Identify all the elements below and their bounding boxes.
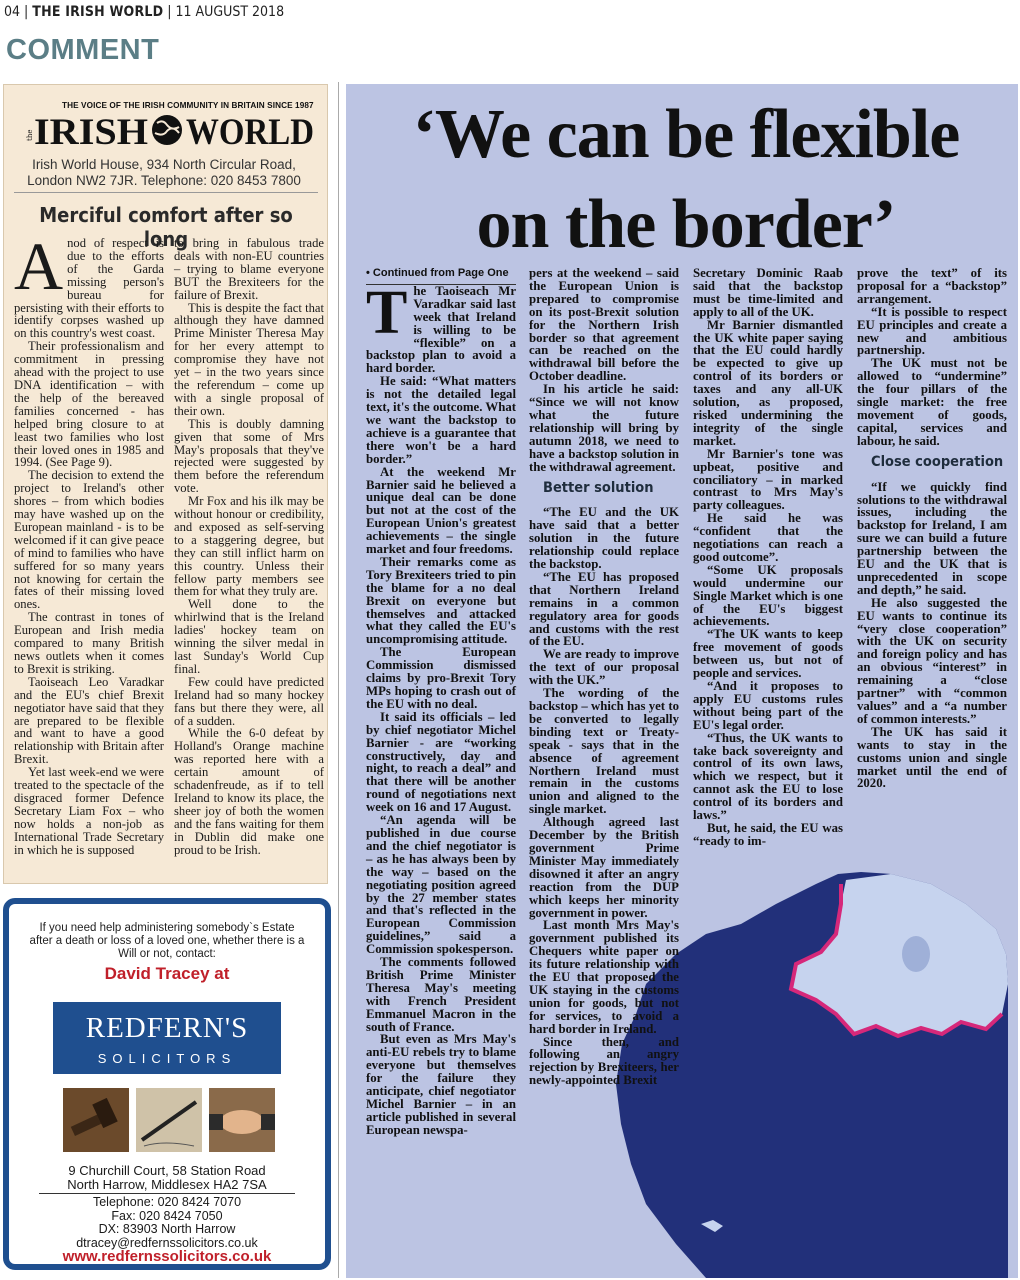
article-paragraph: Last month Mrs May's government published its Chequers white paper on its future relationship with the EU that proposed the UK staying in the customs union for goods, but not for services, to avoid a hard border in Ireland.: [529, 918, 679, 1036]
article-paragraph: He said: “What matters is not the detailed legal text, it's the outcome. What we want the backstop to achieve is a guarantee that there won't be a hard border.”: [366, 374, 516, 466]
editorial-paragraph: Yet last week-end we were treated to the spectacle of the disgraced former Defence Secretary Liam Fox – who now holds a non-job as International Trade Secretary in which he is supposed: [14, 765, 164, 857]
firm-address-line-1: 9 Churchill Court, 58 Station Road: [68, 1163, 266, 1178]
firm-contact-details: [9, 1196, 325, 1250]
firm-address: [9, 1164, 325, 1192]
article-paragraph: The Taoiseach Mr Varadkar said last week that Ireland is willing to be “flexible” on a backstop plan to avoid a hard border.: [366, 278, 516, 376]
editorial-paragraph: Their professionalism and commitment in pressing ahead with the project to use DNA identification – with the help of the bereaved families concerned - has helped bring closure to at least two families who lost their loved ones in 1985 and 1994. (See Page 9).: [14, 339, 164, 470]
article-paragraph: Secretary Dominic Raab said that the backstop must be time-limited and apply to all of the UK.: [693, 266, 843, 319]
editorial-paragraph: Mr Fox and his ilk may be without honour or credibility, and exposed as self-serving to a staggering degree, but they can still inflict harm on this country. Unless their fellow party members see them for what they truly are.: [174, 494, 324, 599]
article-paragraph: “The EU and the UK have said that a better solution in the future relationship could replace the backstop.: [529, 505, 679, 572]
article-paragraph: But even as Mrs May's anti-EU rebels try to blame everyone but themselves for the failure they anticipate, chief negotiator Michel Barnier – in an article published in several European newspa-: [366, 1032, 516, 1137]
headline: [362, 90, 1010, 270]
page-number: 04: [4, 4, 21, 20]
article-paragraph: But, he said, the EU was “ready to im-: [693, 820, 843, 848]
publication-name: THE IRISH WORLD: [32, 4, 164, 20]
editorial-paragraph: to bring in fabulous trade deals with non-EU countries – trying to blame everyone BUT the Brexiteers for the failure of Brexit.: [174, 236, 324, 302]
article-paragraph: Their remarks come as Tory Brexiteers tried to pin the blame for a no deal Brexit on everyone but themselves and attacked what they called the EU's uncompromising attitude.: [366, 554, 516, 647]
article-paragraph: “And it proposes to apply EU customs rules without being part of the EU's legal order.: [693, 679, 843, 732]
article-paragraph: The European Commission dismissed claims by pro-Brexit Tory MPs hoping to crash out of the EU with no deal.: [366, 645, 516, 711]
editorial-title: Merciful comfort after so long: [39, 203, 293, 251]
article-paragraph: It said its officials – led by chief negotiator Michel Barnier - are “working constructively, day and night, to reach a deal” and that there will be another round of negotiations next week on 16 and 17 August.: [366, 709, 516, 815]
section-title: COMMENT: [6, 34, 160, 66]
logo-world: WORLD: [186, 112, 314, 147]
firm-website: www.redfernssolicitors.co.uk: [62, 1248, 272, 1265]
article-paragraph: “The EU has proposed that Northern Ireland remains in a common regulatory area for goods and customs with the rest of the EU.: [529, 569, 679, 649]
logo-irish: IRISH: [34, 112, 149, 147]
article-column-3: [693, 267, 843, 848]
article-paragraph: “If we quickly find solutions to the withdrawal issues, including the backstop for Ireland, I am sure we can build a future partnership between the EU and the UK that is unprecedented in scope and depth,” he said.: [857, 479, 1007, 597]
handshake-photo: [209, 1088, 275, 1152]
article-paragraph: We are ready to improve the text of our proposal with the UK.”: [529, 647, 679, 688]
irish-world-logo: [20, 111, 316, 147]
firm-email: dtracey@redfernssolicitors.co.uk: [76, 1235, 258, 1250]
article-paragraph: At the weekend Mr Barnier said he believed a unique deal can be done but not at the cost of the European Union's greatest achievements – the single market and four freedoms.: [366, 464, 516, 557]
advert-contact-name: David Tracey at: [104, 964, 230, 983]
subheading: Close cooperation: [871, 453, 1004, 470]
advert-intro: If you need help administering somebody`s Estate after a death or loss of a loved one, whether there is a Will or not, contact:: [29, 922, 305, 960]
feature-article: [346, 84, 1018, 1278]
editorial-paragraph: While the 6-0 defeat by Holland's Orange machine was reported here with a certain amount of schadenfreude, as if to tell Ireland to know its place, the sheer joy of both the women and the fans waiting for them in Dublin did make one proud to be Irish.: [174, 726, 324, 857]
editorial-paragraph: This is doubly damning given that some of Mrs May's proposals that they've rejected were suggested by them before the referendum vote.: [174, 416, 324, 496]
pen-photo: [136, 1088, 202, 1152]
continued-label: • Continued from Page One: [366, 267, 516, 285]
headline-line-2: on the border’: [476, 186, 896, 263]
drop-cap: A: [14, 228, 64, 304]
gavel-photo: [63, 1088, 129, 1152]
advert-photo-strip: [63, 1088, 275, 1152]
article-paragraph: Mr Barnier dismantled the UK white paper saying that the EU could hardly be expected to give up control of its borders or taxes and any all-UK solution, as proposed, risked undermining the integrity of the single market.: [693, 317, 843, 448]
address-line-1: Irish World House, 934 North Circular Road,: [32, 157, 296, 172]
article-paragraph: Although agreed last December by the British government Prime Minister May immediately disowned it after an angry reaction from the DUP which keeps her minority government in power.: [529, 815, 679, 920]
page-header: 04 | THE IRISH WORLD | 11 AUGUST 2018: [4, 4, 285, 20]
article-paragraph: “Some UK proposals would undermine our Single Market which is one of the EU's biggest achievements.: [693, 562, 843, 629]
editorial-box: [3, 84, 328, 884]
editorial-column-1: [14, 228, 164, 857]
editorial-paragraph: Anod of respect is due to the efforts of the Garda missing person's bureau for persisting with their efforts to identify corpses washed up on this country's west coast.: [14, 228, 164, 341]
article-column-2: [529, 267, 679, 1087]
article-paragraph: He also suggested the EU wants to continue its “very close cooperation” with the UK on security and foreign policy and has an obvious “interest” in remaining a “close partner” with “common values” and a “a number of common interests.”: [857, 595, 1007, 726]
article-paragraph: prove the text” of its proposal for a “backstop” arrangement.: [857, 266, 1007, 306]
article-paragraph: The wording of the backstop – which has yet to be converted to legally binding text or Treaty-speak - says that in the absence of agreement Northern Ireland must remain in the customs union and aligned to the single market.: [529, 686, 679, 817]
editorial-paragraph: Taoiseach Leo Varadkar and the EU's chief Brexit negotiator have said that they are prepared to be flexible and want to have a good relationship with Britain after Brexit.: [14, 674, 164, 767]
article-paragraph: pers at the weekend – said the European Union is prepared to compromise on its post-Brexit solution for the Northern Irish border so that agreement can be reached on the withdrawal bill before the October deadline.: [529, 266, 679, 384]
article-paragraph: He said he was “confident that the negotiations can reach a good outcome”.: [693, 511, 843, 564]
article-paragraph: Mr Barnier's tone was upbeat, positive and conciliatory – in marked contrast to Mrs May's party colleagues.: [693, 446, 843, 513]
firm-logo: [53, 1002, 281, 1074]
address-line-2: London NW2 7JR. Telephone: 020 8453 7800: [27, 173, 301, 188]
editorial-column-2: [174, 237, 324, 857]
article-paragraph: The comments followed British Prime Minister Theresa May's meeting with French President Emmanuel Macron in the south of France.: [366, 955, 516, 1034]
article-paragraph: The UK has said it wants to stay in the customs union and single market until the end of 2020.: [857, 724, 1007, 791]
logo-the: the: [26, 129, 34, 141]
editorial-paragraph: Well done to the whirlwind that is the Ireland ladies' hockey team on winning the silver medal in last Sunday's World Cup final.: [174, 597, 324, 676]
firm-subtitle: SOLICITORS: [97, 1051, 237, 1066]
issue-date: 11 AUGUST 2018: [175, 4, 285, 20]
drop-cap: T: [366, 278, 408, 347]
article-paragraph: “It is possible to respect EU principles and create a new and ambitious partnership.: [857, 304, 1007, 358]
headline-line-1: ‘We can be flexible: [412, 96, 960, 173]
article-paragraph: In his article he said: “Since we will not know what the future relationship will bring by autumn 2018, we need to have a backstop solution in the withdrawal agreement.: [529, 382, 679, 474]
firm-dx: DX: 83903 North Harrow: [98, 1222, 236, 1236]
editorial-paragraph: The decision to extend the project to Ireland's other shores – from which bodies may have washed up on the European mainland - is to be welcomed if it can give peace of mind to families who have suffered for so many years not knowing for certain the fates of their missing loved ones.: [14, 468, 164, 612]
firm-name: REDFERN'S: [85, 1012, 249, 1044]
article-paragraph: Since then, and following an angry rejection by Brexiteers, her newly-appointed Brexit: [529, 1034, 679, 1088]
firm-address-line-2: North Harrow, Middlesex HA2 7SA: [67, 1177, 267, 1192]
lough-neagh: [902, 936, 930, 972]
editorial-paragraph: Few could have predicted Ireland had so many hockey fans but there they were, all of a sudden.: [174, 674, 324, 728]
divider: [39, 1193, 295, 1194]
article-column-1: [366, 267, 516, 1137]
article-paragraph: The UK must not be allowed to “undermine” the four pillars of the single market: the free movement of goods, capital, services and labour, he said.: [857, 356, 1007, 448]
firm-phone: Telephone: 020 8424 7070: [92, 1195, 242, 1209]
column-divider: [338, 82, 339, 1278]
masthead-strapline: THE VOICE OF THE IRISH COMMUNITY IN BRITAIN SINCE 1987: [62, 101, 314, 110]
editorial-paragraph: This is despite the fact that although they have damned Prime Minister Theresa May for her every attempt to compromise they have not yet – in the two years since the referendum – come up with a single proposal of their own.: [174, 300, 324, 418]
masthead-address: [14, 157, 314, 189]
solicitors-advert: [3, 898, 331, 1270]
article-paragraph: “The UK wants to keep free movement of goods between us, but not of people and services.: [693, 627, 843, 681]
subheading: Better solution: [543, 479, 654, 496]
article-column-4: [857, 267, 1007, 790]
article-paragraph: “Thus, the UK wants to take back sovereignty and control of its own laws, which we respect, but it cannot ask the EU to lose control of its borders and laws.”: [693, 730, 843, 823]
editorial-paragraph: The contrast in tones of European and Irish media compared to many British news outlets when it comes to Brexit is striking.: [14, 610, 164, 676]
divider: [14, 192, 318, 193]
firm-fax: Fax: 020 8424 7050: [111, 1208, 223, 1223]
article-paragraph: “An agenda will be published in due course and the chief negotiator is – as he has always been by the way – based on the negotiating position agreed by the 27 member states and that's reflected in the European Commission guidelines,” said a Commission spokesperson.: [366, 813, 516, 957]
